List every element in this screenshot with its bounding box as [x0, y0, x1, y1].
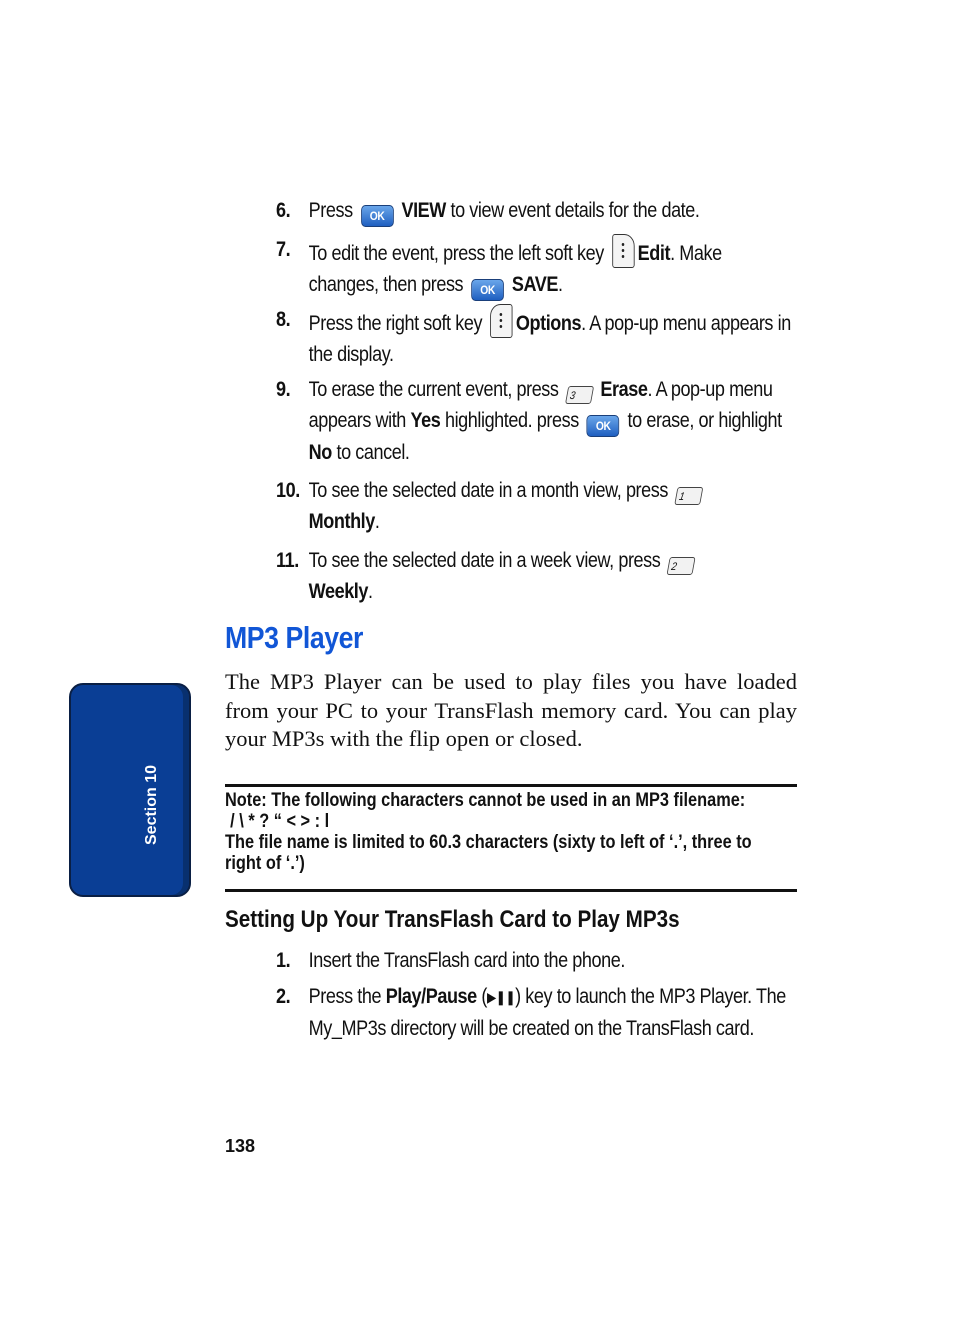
- step-text: . A pop-up menu appears in the display.: [308, 312, 791, 366]
- step-text: To edit the event, press the left soft key: [308, 242, 604, 265]
- key-1-icon: 1: [674, 487, 703, 505]
- note-box: [225, 790, 784, 874]
- step-bold: SAVE: [511, 273, 559, 296]
- ok-key-icon: OK: [471, 279, 504, 301]
- note-top-rule: [225, 784, 797, 787]
- note-line: right of ‘.’): [225, 853, 305, 874]
- right-soft-key-icon: [490, 304, 512, 338]
- step-text: .: [558, 273, 563, 296]
- step-text: Press the right soft key: [308, 312, 483, 335]
- step-bold: Erase: [600, 378, 648, 401]
- step-text: . Make changes, then press: [308, 242, 722, 296]
- step-text: Insert the TransFlash card into the phone.: [308, 949, 625, 972]
- play-pause-icon: ▶❚❚: [486, 989, 516, 1005]
- key-3-icon: 3: [565, 386, 594, 404]
- step-text: To see the selected date in a week view, press: [308, 549, 661, 572]
- step-text: .: [374, 510, 380, 533]
- step-text: To see the selected date in a month view, press: [308, 479, 668, 502]
- step-text: To erase the current event, press: [308, 378, 559, 401]
- step-number: 2.: [276, 985, 291, 1008]
- step-bold: Yes: [410, 409, 441, 432]
- step-text: .: [368, 580, 373, 603]
- section-heading: MP3 Player: [225, 620, 363, 655]
- note-line: / \ * ? “ < > : l: [230, 811, 330, 832]
- ok-key-icon: OK: [587, 415, 620, 437]
- step-number: 9.: [276, 378, 291, 401]
- step-number: 10.: [276, 479, 300, 502]
- section-tab-label: Section 10: [143, 764, 160, 845]
- step-text: Press the: [308, 985, 382, 1008]
- note-bottom-rule: [225, 889, 797, 892]
- step-text: to view event details for the date.: [450, 199, 700, 222]
- subsection-heading: Setting Up Your TransFlash Card to Play MP3s: [225, 906, 680, 933]
- step-text: (: [481, 985, 487, 1008]
- step-text: to cancel.: [336, 441, 410, 464]
- step-bold: Monthly: [308, 510, 375, 533]
- section-tab: [69, 683, 191, 897]
- step-number: 11.: [276, 549, 299, 572]
- step-text: to erase, or highlight: [627, 409, 782, 432]
- step-number: 6.: [276, 199, 291, 222]
- note-line: Note: The following characters cannot be used in an MP3 filename:: [225, 790, 746, 811]
- step-bold: Edit: [637, 242, 671, 265]
- step-text: Press: [308, 199, 353, 222]
- step-bold: No: [308, 441, 332, 464]
- step-number: 1.: [276, 949, 291, 972]
- step-bold: Options: [515, 312, 582, 335]
- step-number: 7.: [276, 238, 291, 261]
- intro-paragraph: The MP3 Player can be used to play files you have loaded from your PC to your TransFlash memory card. You can play your MP3s with the flip open or closed.: [225, 669, 797, 751]
- step-number: 8.: [276, 308, 291, 331]
- step-bold: VIEW: [401, 199, 446, 222]
- step-text: ) key to launch the MP3 Player. The My_MP3s directory will be created on the TransFlash card.: [308, 985, 786, 1040]
- step-text: highlighted. press: [444, 409, 579, 432]
- page-number: 138: [225, 1136, 256, 1156]
- note-line: The file name is limited to 60.3 characters (sixty to left of ‘.’, three to: [225, 832, 752, 853]
- ok-key-icon: OK: [361, 205, 394, 227]
- key-2-icon: 2: [667, 557, 696, 575]
- step-text: . A pop-up menu appears with: [308, 378, 773, 432]
- left-soft-key-icon: [612, 234, 634, 268]
- step-bold: Weekly: [308, 580, 369, 603]
- step-bold: Play/Pause: [385, 985, 477, 1008]
